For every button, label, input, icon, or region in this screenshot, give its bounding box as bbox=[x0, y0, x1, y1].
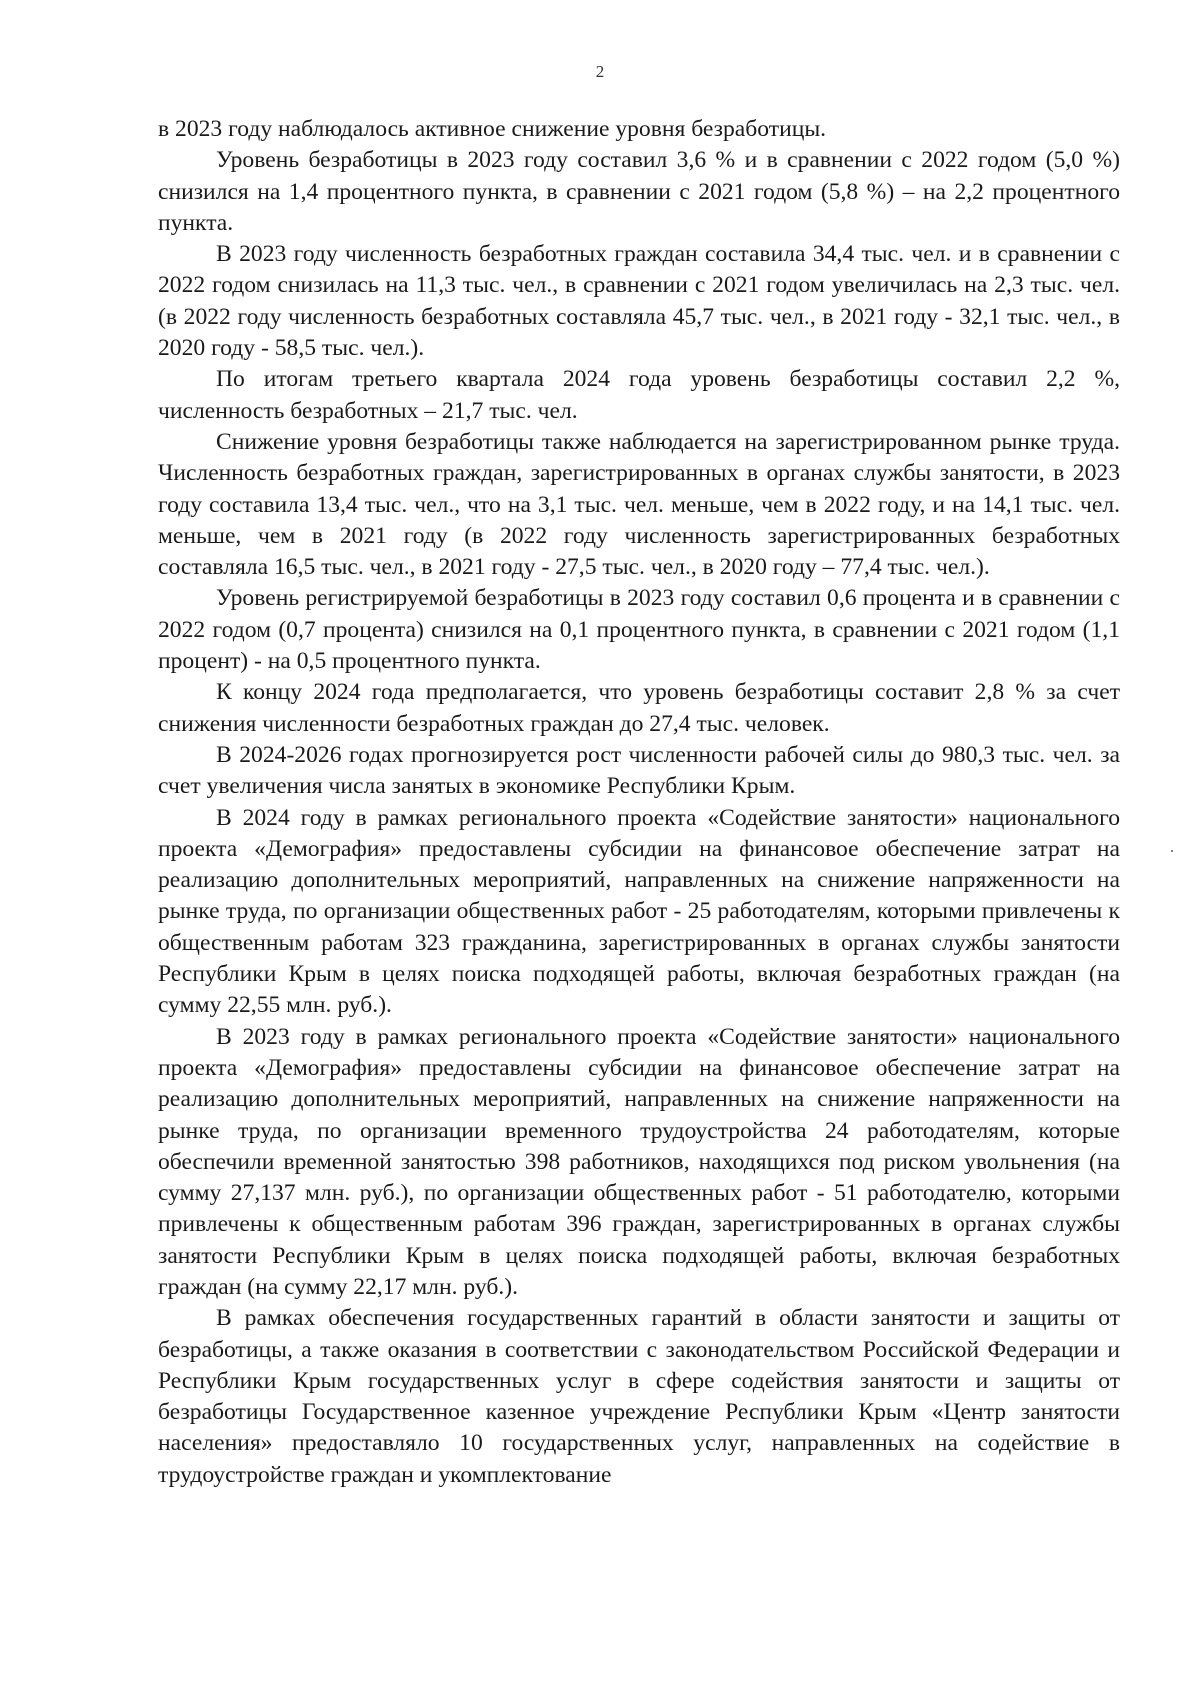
paragraph-unemployment-rate-2023: Уровень безработицы в 2023 году составил 3,6 % и в сравнении с 2022 годом (5,0 %) снизился на 1,4 процентного пункта, в сравнении с 2021 годом (5,8 %) – на 2,2 процентного пункта. bbox=[158, 147, 1120, 236]
paragraph-project-2024: В 2024 году в рамках регионального проекта «Содействие занятости» национального проекта «Демография» предоставлены субсидии на финансовое обеспечение затрат на реализацию дополнительных мероприятий, направленных на снижение напряженности на рынке труда, по организации общественных работ - 25 работодателям, которыми привлечены к общественным работам 323 гражданина, зарегистрированных в органах службы занятости Республики Крым в целях поиска подходящей работы, включая безработных граждан (на сумму 22,55 млн. руб.). bbox=[158, 804, 1120, 1019]
paragraph-state-guarantees: В рамках обеспечения государственных гарантий в области занятости и защиты от безработицы, а также оказания в соответствии с законодательством Российской Федерации и Республики Крым государственных услуг в сфере содействия занятости и защиты от безработицы Государственное казенное учреждение Республики Крым «Центр занятости населения» предоставляло 10 государственных услуг, направленных на содействие в трудоустройстве граждан и укомплектование bbox=[158, 1305, 1120, 1488]
paragraph-unemployed-count-2023: В 2023 году численность безработных граждан составила 34,4 тыс. чел. и в сравнении с 2022 годом снизилась на 11,3 тыс. чел., в сравнении с 2021 годом увеличилась на 2,3 тыс. чел. (в 2022 году численность безработных составляла 45,7 тыс. чел., в 2021 году - 32,1 тыс. чел., в 2020 году - 58,5 тыс. чел.). bbox=[158, 241, 1120, 362]
paragraph-registered-market: Снижение уровня безработицы также наблюдается на зарегистрированном рынке труда. Численность безработных граждан, зарегистрированных в органах службы занятости, в 2023 году составила 13,4 тыс. чел., что на 3,1 тыс. чел. меньше, чем в 2022 году, и на 14,1 тыс. чел. меньше, чем в 2021 году (в 2022 году численность зарегистрированных безработных составляла 16,5 тыс. чел., в 2021 году - 27,5 тыс. чел., в 2020 году – 77,4 тыс. чел.). bbox=[158, 428, 1120, 581]
paragraph-project-2023: В 2023 году в рамках регионального проекта «Содействие занятости» национального проекта «Демография» предоставлены субсидии на финансовое обеспечение затрат на реализацию дополнительных мероприятий, направленных на снижение напряженности на рынке труда, по организации временного трудоустройства 24 работодателям, которые обеспечили временной занятостью 398 работников, находящихся под риском увольнения (на сумму 27,137 млн. руб.), по организации общественных работ - 51 работодателю, которыми привлечены к общественным работам 396 граждан, зарегистрированных в органах службы занятости Республики Крым в целях поиска подходящей работы, включая безработных граждан (на сумму 22,17 млн. руб.). bbox=[158, 1023, 1120, 1300]
paragraph-q3-2024: По итогам третьего квартала 2024 года уровень безработицы составил 2,2 %, численность безработных – 21,7 тыс. чел. bbox=[158, 366, 1120, 424]
scan-speck bbox=[1171, 850, 1173, 852]
paragraph-continued: в 2023 году наблюдалось активное снижение уровня безработицы. bbox=[158, 116, 827, 142]
paragraph-forecast-2024-2026: В 2024-2026 годах прогнозируется рост численности рабочей силы до 980,3 тыс. чел. за счет увеличения числа занятых в экономике Республики Крым. bbox=[158, 741, 1120, 800]
paragraph-registered-rate: Уровень регистрируемой безработицы в 2023 году составил 0,6 процента и в сравнении с 2022 годом (0,7 процента) снизился на 0,1 процентного пункта, в сравнении с 2021 годом (1,1 процент) - на 0,5 процентного пункта. bbox=[158, 585, 1120, 675]
page-number: 2 bbox=[595, 62, 605, 81]
paragraph-forecast-2024: К концу 2024 года предполагается, что уровень безработицы составит 2,8 % за счет снижения численности безработных граждан до 27,4 тыс. человек. bbox=[158, 679, 1120, 737]
document-body bbox=[158, 114, 1120, 1491]
